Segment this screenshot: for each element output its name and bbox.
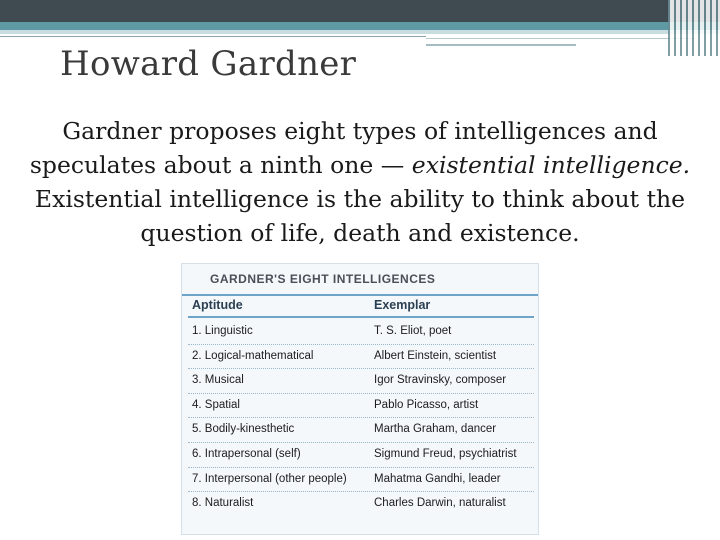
slide-paragraph	[10, 114, 710, 250]
decorative-stripes	[668, 0, 720, 56]
exemplar-cell: Igor Stravinsky, composer	[374, 374, 507, 387]
header-band-dark	[0, 0, 720, 22]
table-row	[188, 468, 534, 493]
paragraph-text: Existential intelligence is the ability to think about the question of life, death and existence.	[34, 185, 686, 247]
slide-title: Howard Gardner	[60, 44, 357, 84]
paragraph-emphasis: existential intelligence.	[411, 151, 691, 179]
figure-rule	[182, 294, 538, 296]
aptitude-cell: 7. Interpersonal (other people)	[192, 472, 347, 485]
exemplar-cell: Pablo Picasso, artist	[374, 398, 479, 411]
aptitude-cell: 6. Intrapersonal (self)	[192, 447, 301, 460]
aptitude-cell: 5. Bodily-kinesthetic	[192, 423, 295, 436]
exemplar-cell: T. S. Eliot, poet	[374, 325, 452, 337]
exemplar-cell: Albert Einstein, scientist	[374, 349, 497, 362]
aptitude-cell: 2. Logical-mathematical	[192, 349, 314, 362]
aptitude-cell: 1. Linguistic	[192, 325, 253, 337]
table-row	[188, 394, 534, 419]
aptitude-cell: 8. Naturalist	[192, 497, 254, 510]
header-band-teal	[0, 22, 720, 30]
aptitude-cell: 3. Musical	[192, 374, 244, 387]
decorative-line	[0, 36, 426, 37]
intelligences-table-figure	[181, 263, 539, 535]
exemplar-cell: Sigmund Freud, psychiatrist	[374, 447, 517, 460]
decorative-line	[426, 44, 576, 46]
header-rule	[188, 316, 534, 318]
exemplar-cell: Martha Graham, dancer	[374, 423, 497, 436]
aptitude-cell: 4. Spatial	[192, 398, 240, 411]
table-row	[188, 418, 534, 443]
decorative-line	[426, 38, 694, 39]
table-row	[188, 345, 534, 370]
header-band-light	[0, 30, 720, 34]
table-row	[188, 492, 534, 516]
exemplar-cell: Charles Darwin, naturalist	[374, 497, 506, 510]
column-header-aptitude: Aptitude	[192, 298, 243, 312]
column-header-exemplar: Exemplar	[374, 298, 431, 312]
figure-title: GARDNER'S EIGHT INTELLIGENCES	[210, 272, 436, 286]
exemplar-cell: Mahatma Gandhi, leader	[374, 472, 501, 485]
table-row	[188, 369, 534, 394]
table-body	[188, 320, 534, 516]
table-row	[188, 443, 534, 468]
paragraph-text: Gardner proposes eight types of intelligences and speculates about a ninth one —	[29, 117, 658, 179]
table-row	[188, 320, 534, 345]
